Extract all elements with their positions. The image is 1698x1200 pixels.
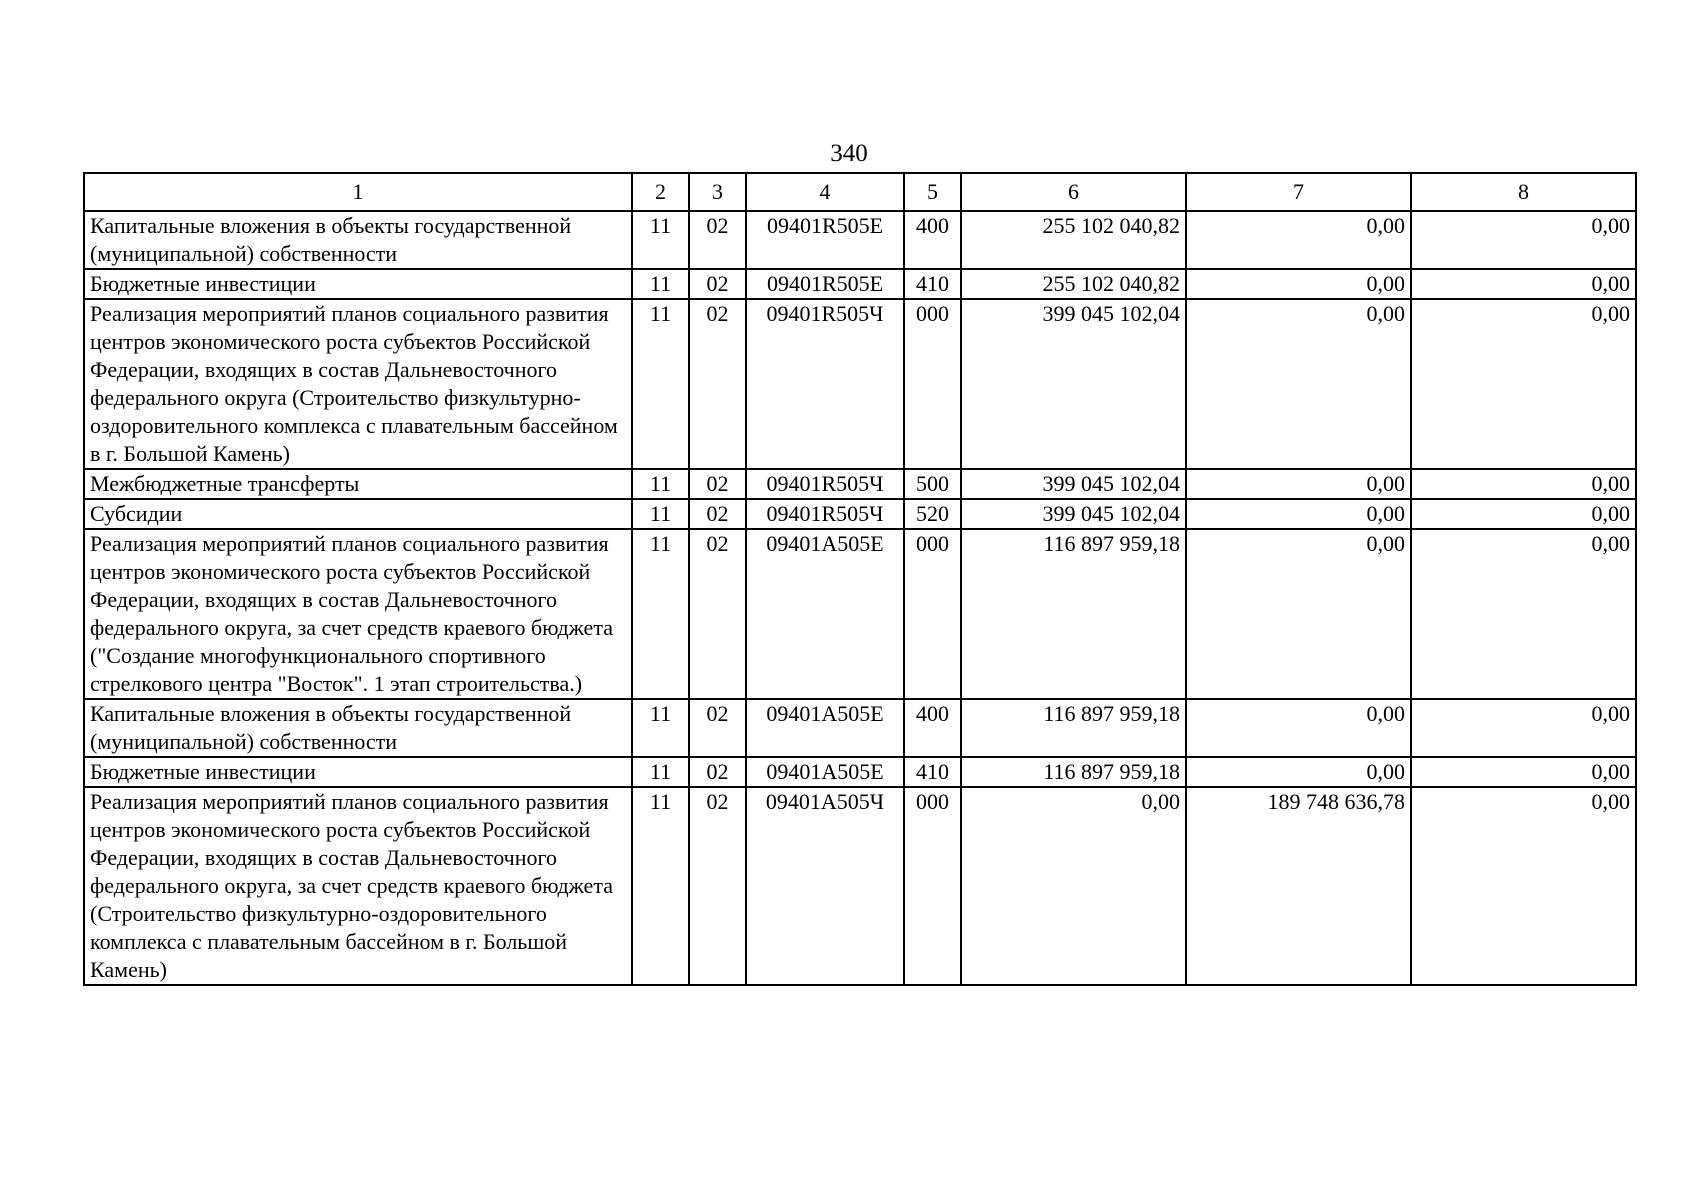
amount-col-8: 0,00 [1411,499,1636,529]
subsection-code: 02 [689,699,746,757]
column-header-7: 7 [1186,173,1411,211]
column-header-2: 2 [632,173,689,211]
amount-col-7: 0,00 [1186,469,1411,499]
amount-col-6: 255 102 040,82 [961,269,1186,299]
subsection-code: 02 [689,299,746,469]
section-code: 11 [632,299,689,469]
amount-col-6: 399 045 102,04 [961,299,1186,469]
subsection-code: 02 [689,469,746,499]
amount-col-7: 0,00 [1186,211,1411,269]
expense-type-code: 000 [904,299,961,469]
expense-type-code: 500 [904,469,961,499]
target-article-code: 09401R505E [746,269,904,299]
amount-col-8: 0,00 [1411,757,1636,787]
amount-col-7: 0,00 [1186,299,1411,469]
amount-col-8: 0,00 [1411,699,1636,757]
subsection-code: 02 [689,757,746,787]
section-code: 11 [632,787,689,985]
amount-col-6: 399 045 102,04 [961,499,1186,529]
amount-col-8: 0,00 [1411,299,1636,469]
subsection-code: 02 [689,269,746,299]
expense-type-code: 400 [904,699,961,757]
subsection-code: 02 [689,499,746,529]
section-code: 11 [632,211,689,269]
header-row [84,173,1636,211]
subsection-code: 02 [689,529,746,699]
row-name: Субсидии [84,499,632,529]
subsection-code: 02 [689,211,746,269]
expense-type-code: 410 [904,757,961,787]
table-row [84,757,1636,787]
amount-col-7: 0,00 [1186,529,1411,699]
column-header-4: 4 [746,173,904,211]
amount-col-7: 0,00 [1186,499,1411,529]
section-code: 11 [632,757,689,787]
table-row [84,299,1636,469]
target-article-code: 09401R505Ч [746,469,904,499]
row-name: Реализация мероприятий планов социального развития центров экономического роста субъектов Российской Федерации, входящих в состав Дальневосточного федерального округа, за счет средств краевого бюджета ("Создание многофункционального спортивного стрелкового центра "Восток". 1 этап строительства.) [84,529,632,699]
column-header-3: 3 [689,173,746,211]
target-article-code: 09401A505E [746,529,904,699]
amount-col-6: 116 897 959,18 [961,757,1186,787]
section-code: 11 [632,529,689,699]
amount-col-7: 0,00 [1186,757,1411,787]
table-row [84,787,1636,985]
expense-type-code: 000 [904,529,961,699]
target-article-code: 09401R505E [746,211,904,269]
amount-col-6: 116 897 959,18 [961,529,1186,699]
section-code: 11 [632,269,689,299]
row-name: Реализация мероприятий планов социального развития центров экономического роста субъектов Российской Федерации, входящих в состав Дальневосточного федерального округа, за счет средств краевого бюджета (Строительство физкультурно-оздоровительного комплекса с плавательным бассейном в г. Большой Камень) [84,787,632,985]
amount-col-6: 116 897 959,18 [961,699,1186,757]
row-name: Капитальные вложения в объекты государственной (муниципальной) собственности [84,211,632,269]
budget-table [83,172,1637,986]
target-article-code: 09401A505Ч [746,787,904,985]
amount-col-8: 0,00 [1411,269,1636,299]
row-name: Межбюджетные трансферты [84,469,632,499]
expense-type-code: 400 [904,211,961,269]
table-row [84,699,1636,757]
subsection-code: 02 [689,787,746,985]
section-code: 11 [632,699,689,757]
amount-col-8: 0,00 [1411,787,1636,985]
column-header-5: 5 [904,173,961,211]
amount-col-7: 0,00 [1186,699,1411,757]
target-article-code: 09401R505Ч [746,499,904,529]
expense-type-code: 410 [904,269,961,299]
target-article-code: 09401R505Ч [746,299,904,469]
column-header-8: 8 [1411,173,1636,211]
amount-col-6: 0,00 [961,787,1186,985]
table-row [84,529,1636,699]
amount-col-8: 0,00 [1411,529,1636,699]
row-name: Бюджетные инвестиции [84,269,632,299]
amount-col-6: 255 102 040,82 [961,211,1186,269]
table-row [84,211,1636,269]
target-article-code: 09401A505E [746,699,904,757]
row-name: Бюджетные инвестиции [84,757,632,787]
section-code: 11 [632,499,689,529]
row-name: Капитальные вложения в объекты государственной (муниципальной) собственности [84,699,632,757]
table-row [84,269,1636,299]
table-row [84,499,1636,529]
table-row [84,469,1636,499]
column-header-1: 1 [84,173,632,211]
amount-col-6: 399 045 102,04 [961,469,1186,499]
amount-col-7: 189 748 636,78 [1186,787,1411,985]
amount-col-8: 0,00 [1411,469,1636,499]
amount-col-8: 0,00 [1411,211,1636,269]
expense-type-code: 000 [904,787,961,985]
target-article-code: 09401A505E [746,757,904,787]
amount-col-7: 0,00 [1186,269,1411,299]
page-number: 340 [830,140,868,167]
expense-type-code: 520 [904,499,961,529]
section-code: 11 [632,469,689,499]
column-header-6: 6 [961,173,1186,211]
row-name: Реализация мероприятий планов социального развития центров экономического роста субъектов Российской Федерации, входящих в состав Дальневосточного федерального округа (Строительство физкультурно-оздоровительного комплекса с плавательным бассейном в г. Большой Камень) [84,299,632,469]
